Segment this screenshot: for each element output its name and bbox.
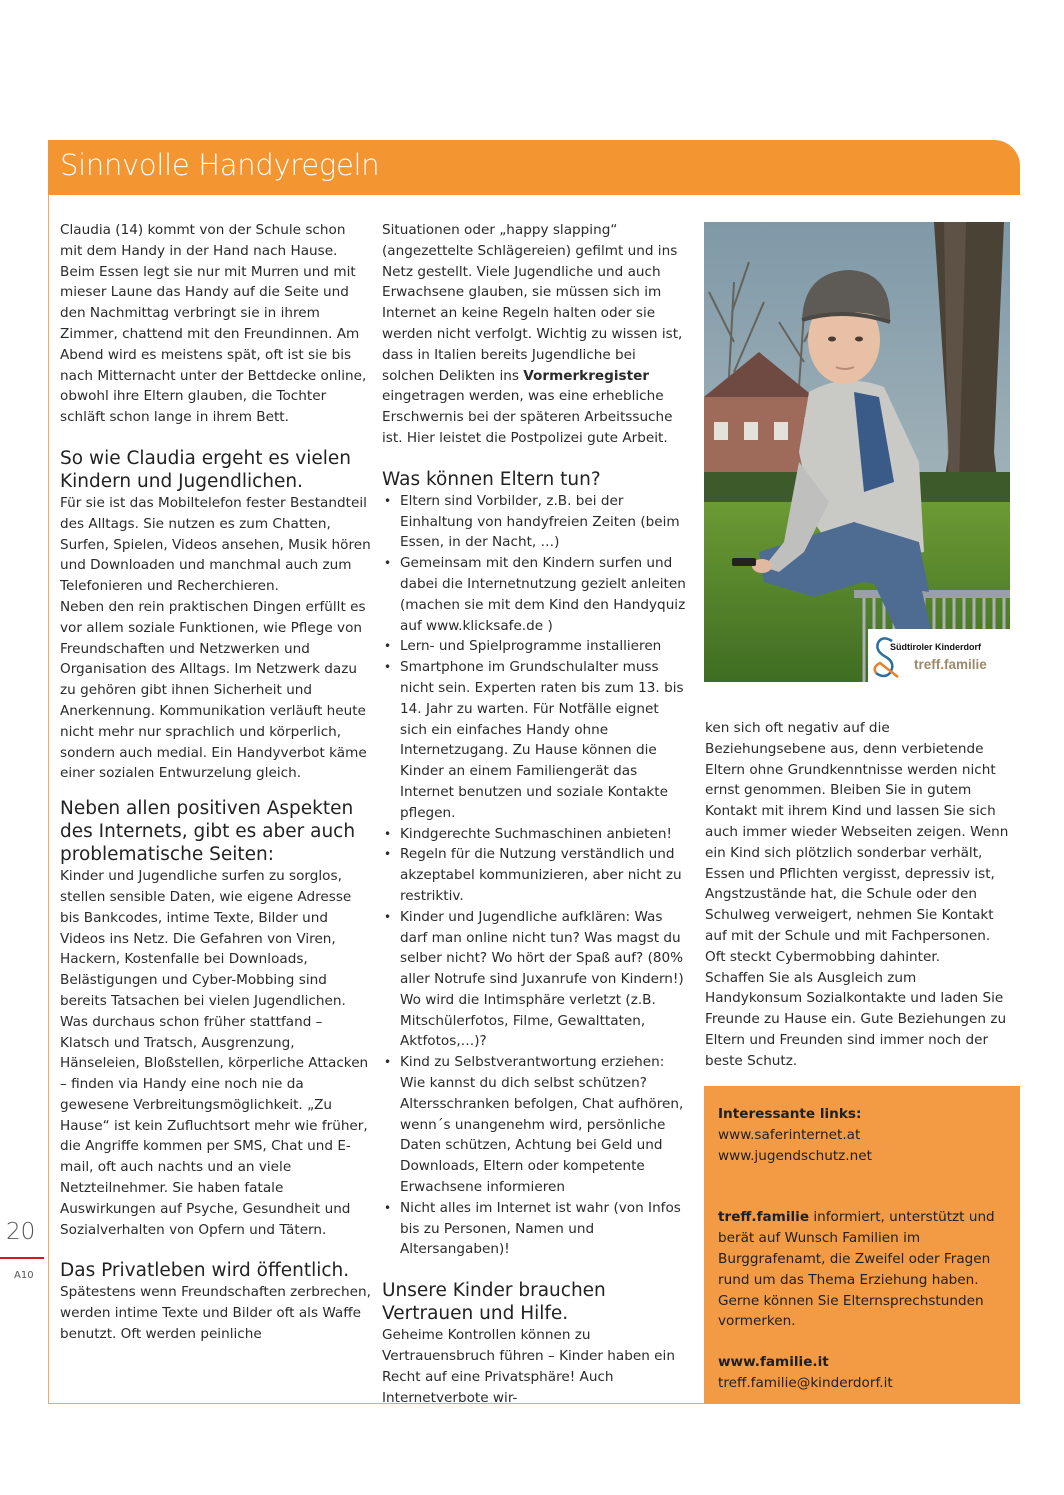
text-run: Situationen oder „happy slapping“ (angezettelte Schlägereien) gefilmt und ins Netz gestellt. Viele Jugendliche und auch Erwachsene glauben, sie müssen sich im Internet an keine Regeln halten oder sie werden nicht verfolgt. Wichtig zu wissen ist, dass in Italien bereits Jugendliche bei solchen Delikten ins xyxy=(382,222,683,384)
website-text: www.familie.it xyxy=(718,1354,829,1371)
treff-text: informiert, unterstützt und berät auf Wunsch Familien im Burggrafenamt, die Zweifel oder Fragen rund um das Thema Erziehung haben. Gerne können Sie Elternsprechstunden vormerken. xyxy=(718,1209,995,1330)
heading-eltern: Was können Eltern tun? xyxy=(382,468,601,490)
list-item: • Kindgerechte Suchmaschinen anbieten! xyxy=(382,824,686,845)
intro-paragraph: Claudia (14) kommt von der Schule schon mit dem Handy in der Hand nach Hause. Beim Essen legt sie nur mit Murren und mit mieser Laune das Handy auf die Seite und den Nachmittag verbringt sie in ihrem Zimmer, chattend mit den Freundinnen. Am Abend wird es meistens spät, oft ist sie bis nach Mitternacht unter der Bettdecke online, obwohl ihre Eltern glauben, die Tochter schläft schon lange in ihrem Bett. xyxy=(60,222,367,426)
photo-illustration xyxy=(704,222,1010,682)
column-2 xyxy=(382,220,686,1408)
page-title: Sinnvolle Handyregeln xyxy=(60,148,380,182)
heading-problems: Neben allen positiven Aspekten des Internets, gibt es aber auch problematische Seiten: xyxy=(60,798,356,866)
treff-name: treff.familie xyxy=(718,1209,810,1226)
list-item: • Gemeinsam mit den Kindern surfen und dabei die Internetnutzung gezielt anleiten (machen sie mit dem Kind den Handyquiz auf www.klicksafe.de ) xyxy=(382,553,686,636)
logo-brand-dot: . xyxy=(940,657,945,672)
page-code: A10 xyxy=(14,1270,34,1281)
logo-brand-b: familie xyxy=(944,657,987,672)
list-item: • Eltern sind Vorbilder, z.B. bei der Einhaltung von handyfreien Zeiten (beim Essen, in der Nacht, …) xyxy=(382,491,686,553)
ampersand-logo-icon xyxy=(870,633,900,679)
title-bar xyxy=(48,140,1020,195)
heading-vertrauen: Unsere Kinder brauchen Vertrauen und Hilfe. xyxy=(382,1280,606,1325)
list-item: • Kinder und Jugendliche aufklären: Was darf man online nicht tun? Was magst du selber nicht? Wo hört der Spaß auf? (80% aller Notrufe sind Juxanrufe von Kindern!) Wo wird die Intimsphäre verletzt (z.B. Mitschülerfotos, Filme, Gewalttaten, Aktfotos,…)? xyxy=(382,907,686,1053)
paragraph: Kinder und Jugendliche surfen zu sorglos, stellen sensible Daten, wie eigene Adresse bis Bankcodes, intime Texte, Bilder und Videos ins Netz. Die Gefahren von Viren, Hackern, Kostenfalle bei Downloads, Belästigungen und Cyber-Mobbing sind bereits Tatsachen bei vielen Jugendlichen. xyxy=(60,868,352,1009)
paragraph: Was durchaus schon früher stattfand – Klatsch und Tratsch, Ausgrenzung, Hänseleien, Bloßstellen, körperliche Attacken – finden via Handy eine noch nie da gewesene Verbreitungsmöglichkeit. „Zu Hause“ ist kein Zufluchtsort mehr wie früher, die Angriffe kommen per SMS, Chat und E-mail, oft auch nachts und an viele Netzteilnehmer. Sie haben fatale Auswirkungen auf Psyche, Gesundheit und Sozialverhalten von Opfern und Tätern. xyxy=(60,1013,369,1238)
logo-brand-text xyxy=(914,657,987,672)
links-title: Interessante links: xyxy=(718,1106,862,1122)
links-heading xyxy=(718,1104,1010,1125)
paragraph xyxy=(382,220,686,449)
list-item: • Regeln für die Nutzung verständlich und akzeptabel kommunizieren, aber nicht zu restriktiv. xyxy=(382,844,686,906)
text-run: eingetragen werden, was eine erhebliche Erschwernis bei der späteren Arbeitssuche ist. Hier leistet die Postpolizei gute Arbeit. xyxy=(382,388,673,446)
paragraph: Geheime Kontrollen können zu Vertrauensbruch führen – Kinder haben ein Recht auf eine Privatsphäre! Auch Internetverbote wir- xyxy=(382,1327,675,1406)
list-item: • Lern- und Spielprogramme installieren xyxy=(382,636,686,657)
list-item: • Kind zu Selbstverantwortung erziehen: Wie kannst du dich selbst schützen? Altersschranken befolgen, Chat aufhören, wenn´s unangenehm wird, persönliche Daten schützen, Achtung bei Geld und Downloads, Eltern oder kompetente Erwachsene informieren xyxy=(382,1052,686,1198)
treff-paragraph xyxy=(718,1207,1010,1332)
column-3 xyxy=(705,718,1012,1072)
website-link[interactable] xyxy=(718,1352,1010,1373)
paragraph: Neben den rein praktischen Dingen erfüllt es vor allem soziale Funktionen, wie Pflege von Freundschaften und Netzwerken und Organisation des Alltags. Im Netzwerk dazu zu gehören gibt ihnen Sicherheit und Anerkennung. Kommunikation verläuft heute nicht mehr nur sprachlich und körperlich, sondern auch medial. Ein Handyverbot käme einer sozialen Entwurzelung gleich. xyxy=(60,598,367,782)
info-box xyxy=(704,1086,1020,1404)
teen-photo xyxy=(704,222,1010,682)
bold-term: Vormerkregister xyxy=(523,367,650,384)
kinderdorf-logo xyxy=(868,629,1010,682)
list-item: • Nicht alles im Internet ist wahr (von Infos bis zu Personen, Namen und Altersangaben)! xyxy=(382,1198,686,1260)
column-1 xyxy=(60,220,372,1345)
tips-list xyxy=(382,491,686,1260)
list-item: • Smartphone im Grundschulalter muss nicht sein. Experten raten bis zum 13. bis 14. Jahr zu warten. Für Notfälle eignet sich ein einfaches Handy ohne Internetzugang. Zu Hause können die Kinder an einem Familiengerät das Internet benutzen und soziale Kontakte pflegen. xyxy=(382,657,686,823)
heading-claudia: So wie Claudia ergeht es vielen Kindern und Jugendlichen. xyxy=(60,447,351,492)
link-saferinternet[interactable]: www.saferinternet.at xyxy=(718,1126,861,1143)
logo-org-text: Südtiroler Kinderdorf xyxy=(890,642,982,652)
email-link[interactable]: treff.familie@kinderdorf.it xyxy=(718,1374,893,1391)
paragraph: ken sich oft negativ auf die Beziehungsebene aus, denn verbietende Eltern ohne Grundkenntnisse werden nicht ernst genommen. Bleiben Sie in gutem Kontakt mit ihrem Kind und lassen Sie sich auch immer wieder Webseiten zeigen. Wenn ein Kind sich plötzlich sonderbar verhält, Essen und Pflichten vergisst, depressiv ist, Angstzustände hat, die Schule oder den Schulweg verweigert, nehmen Sie Kontakt auf mit der Schule und mit Fachpersonen. Oft steckt Cybermobbing dahinter. xyxy=(705,720,1009,965)
paragraph: Spätestens wenn Freundschaften zerbrechen, werden intime Texte und Bilder oft als Waffe benutzt. Oft werden peinliche xyxy=(60,1284,371,1343)
paragraph: Für sie ist das Mobiltelefon fester Bestandteil des Alltags. Sie nutzen es zum Chatten, Surfen, Spielen, Videos ansehen, Musik hören und Downloaden und manchmal auch zum Telefonieren und Recherchieren. xyxy=(60,494,371,595)
logo-brand-a: treff xyxy=(914,657,941,672)
link-jugendschutz[interactable]: www.jugendschutz.net xyxy=(718,1147,872,1164)
page-divider xyxy=(0,1257,44,1259)
heading-privatleben: Das Privatleben wird öffentlich. xyxy=(60,1260,350,1282)
page-number: 20 xyxy=(6,1219,36,1245)
paragraph: Schaffen Sie als Ausgleich zum Handykonsum Sozialkontakte und laden Sie Freunde zu Hause ein. Gute Beziehungen zu Eltern und Freunden sind immer noch der beste Schutz. xyxy=(705,969,1007,1069)
